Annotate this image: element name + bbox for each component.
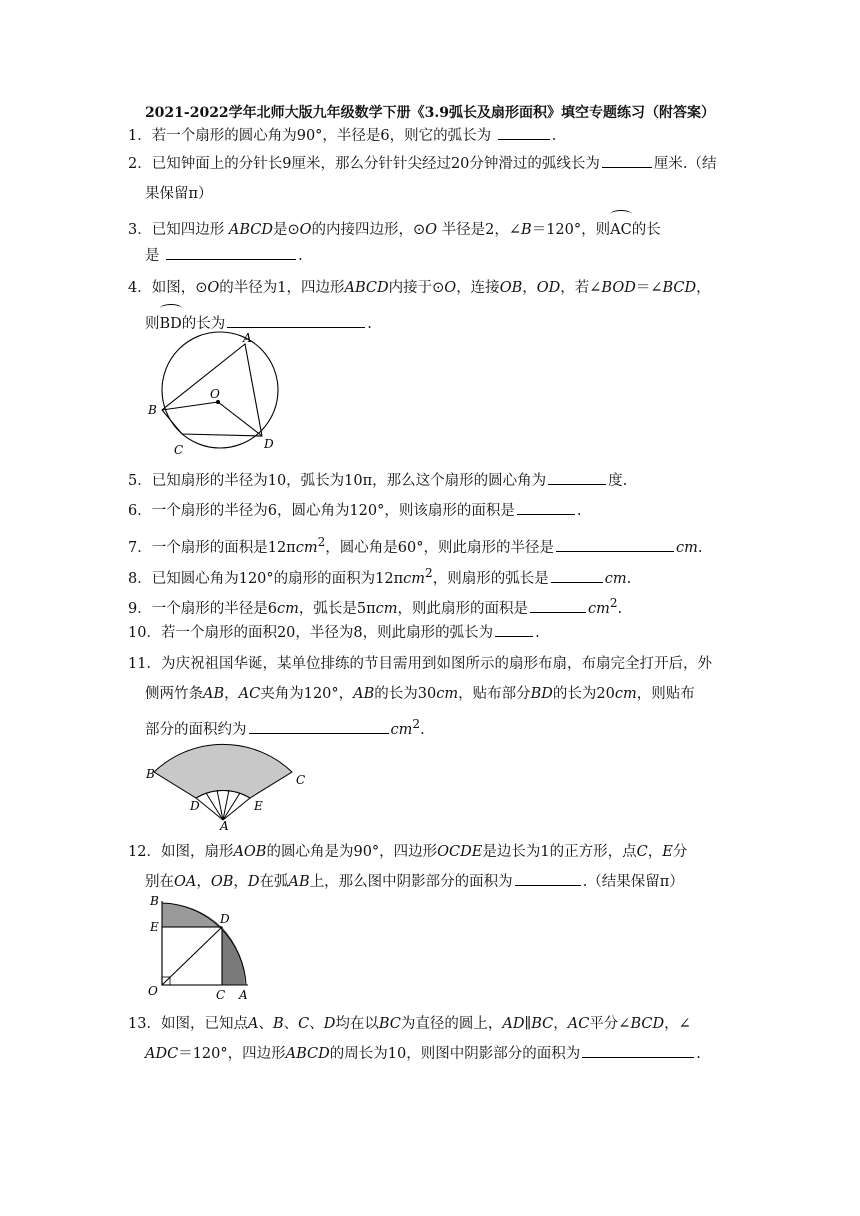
math-var: BC bbox=[378, 1016, 401, 1032]
question-2-continued bbox=[145, 180, 753, 208]
math-var: OCDE bbox=[437, 844, 483, 860]
question-13 bbox=[128, 1010, 736, 1038]
math-var: C bbox=[636, 844, 648, 860]
question-text: 的半径为1，四边形 bbox=[219, 280, 345, 296]
shaded-region-top bbox=[162, 903, 222, 927]
question-text: ， bbox=[224, 686, 239, 702]
label-d: D bbox=[220, 912, 230, 926]
question-text: 是边长为1的正方形，点 bbox=[482, 844, 637, 860]
question-text: 、 bbox=[309, 1016, 324, 1032]
question-text: 一个扇形的半径是6 bbox=[151, 600, 277, 617]
question-text: 的内接四边形， bbox=[311, 222, 414, 238]
superscript: 2 bbox=[317, 535, 326, 549]
question-number: 1． bbox=[128, 128, 152, 144]
question-text: ， bbox=[553, 1016, 568, 1032]
unit: cm bbox=[295, 539, 318, 556]
question-text: 夹角为120°， bbox=[260, 686, 354, 702]
question-text: ＝120°，则 bbox=[531, 222, 611, 238]
answer-blank[interactable] bbox=[498, 124, 550, 140]
label-e: E bbox=[150, 920, 159, 934]
question-text: ，贴布部分 bbox=[458, 686, 531, 702]
answer-blank[interactable] bbox=[517, 499, 575, 515]
circle-dot-symbol: ⊙ bbox=[287, 222, 300, 238]
question-3 bbox=[128, 212, 736, 244]
question-text: . bbox=[535, 625, 540, 641]
document-title: 2021-2022学年北师大版九年级数学下册《3.9弧长及扇形面积》填空专题练习（附答案） bbox=[144, 105, 716, 121]
answer-blank[interactable] bbox=[556, 536, 674, 552]
math-var: BC bbox=[531, 1016, 554, 1032]
question-3-continued bbox=[145, 242, 753, 270]
arc-label: AC bbox=[610, 212, 632, 244]
question-text: 在弧 bbox=[259, 874, 289, 890]
math-var: ADC bbox=[145, 1046, 179, 1062]
label-o: O bbox=[148, 984, 158, 998]
unit: cm bbox=[436, 686, 459, 702]
answer-blank[interactable] bbox=[495, 621, 533, 637]
question-text: . bbox=[367, 316, 372, 332]
question-text: 别在 bbox=[145, 874, 174, 890]
superscript: 2 bbox=[412, 717, 421, 731]
question-text: 半径是2，∠ bbox=[441, 222, 522, 238]
question-4 bbox=[128, 274, 736, 302]
answer-blank[interactable] bbox=[515, 870, 581, 886]
question-text: ， bbox=[522, 280, 537, 296]
question-5 bbox=[128, 467, 736, 495]
math-var: AC bbox=[238, 686, 261, 702]
figure-fan bbox=[142, 738, 312, 830]
question-text: ， bbox=[647, 844, 663, 860]
question-text: 厘米.（结 bbox=[653, 156, 717, 172]
question-text: ，圆心角是60°，则此扇形的半径是 bbox=[325, 539, 554, 556]
answer-blank[interactable] bbox=[548, 469, 606, 485]
question-8 bbox=[128, 559, 736, 593]
question-text: . bbox=[697, 539, 703, 556]
question-number: 2． bbox=[128, 156, 152, 172]
question-number: 5． bbox=[128, 473, 152, 489]
question-12 bbox=[128, 838, 736, 866]
question-text: ∥ bbox=[524, 1016, 532, 1032]
question-text: 如图， bbox=[151, 280, 196, 296]
math-var: D bbox=[323, 1016, 336, 1032]
question-number: 12． bbox=[128, 844, 161, 860]
math-var: AOB bbox=[233, 844, 267, 860]
question-13-continued bbox=[145, 1040, 753, 1068]
question-text: . bbox=[551, 128, 557, 144]
question-text: 是 bbox=[145, 248, 160, 264]
question-text: . bbox=[696, 1046, 701, 1062]
question-text: 部分的面积约为 bbox=[145, 721, 247, 738]
math-var: O bbox=[425, 222, 438, 238]
math-var: B bbox=[521, 222, 532, 238]
math-var: AB bbox=[353, 686, 375, 702]
question-number: 9． bbox=[128, 600, 152, 617]
question-7 bbox=[128, 528, 736, 562]
math-var: O bbox=[207, 280, 220, 296]
math-var: C bbox=[298, 1016, 310, 1032]
question-10 bbox=[128, 619, 736, 647]
unit: cm bbox=[604, 570, 627, 587]
question-text: 若一个扇形的圆心角为90°，半径是6，则它的弧长为 bbox=[151, 128, 492, 144]
question-12-continued bbox=[145, 868, 753, 896]
question-number: 7． bbox=[128, 539, 152, 556]
question-2 bbox=[128, 150, 736, 178]
shaded-region-right bbox=[222, 927, 245, 985]
question-text: 、 bbox=[283, 1016, 299, 1032]
question-text: . bbox=[617, 600, 623, 617]
answer-blank[interactable] bbox=[551, 567, 603, 583]
math-var: AC bbox=[567, 1016, 590, 1032]
question-text: ，∠ bbox=[664, 1016, 691, 1032]
question-text: ＝∠ bbox=[635, 280, 663, 296]
unit: cm bbox=[390, 721, 413, 738]
label-a: A bbox=[239, 988, 248, 1002]
math-var: OB bbox=[210, 874, 234, 890]
circle-dot-symbol: ⊙ bbox=[432, 280, 445, 296]
label-b: B bbox=[150, 894, 159, 908]
question-text: ， bbox=[233, 874, 248, 890]
math-var: ABCD bbox=[285, 1046, 330, 1062]
question-text: 平分∠ bbox=[589, 1016, 631, 1032]
label-d: D bbox=[190, 799, 200, 813]
question-text: 侧两竹条 bbox=[145, 686, 203, 702]
question-text: ，则贴布 bbox=[636, 686, 695, 702]
figure-sector-square bbox=[144, 893, 254, 1003]
question-text: 如图，扇形 bbox=[160, 844, 234, 860]
question-6 bbox=[128, 497, 736, 525]
math-var: D bbox=[247, 874, 260, 890]
answer-blank[interactable] bbox=[530, 597, 586, 613]
math-var: BCD bbox=[662, 280, 697, 296]
math-var: AB bbox=[288, 874, 310, 890]
question-number: 4． bbox=[128, 280, 152, 296]
question-text: 的长为 bbox=[181, 316, 226, 332]
question-11 bbox=[128, 650, 736, 678]
answer-blank[interactable] bbox=[602, 152, 652, 168]
question-text: 的周长为10，则图中阴影部分的面积为 bbox=[329, 1046, 581, 1062]
question-text: 一个扇形的半径为6，圆心角为120°，则该扇形的面积是 bbox=[151, 503, 515, 519]
label-a: A bbox=[220, 819, 229, 830]
question-text: 已知四边形 bbox=[151, 222, 225, 238]
question-text: 若一个扇形的面积20，半径为8，则此扇形的弧长为 bbox=[160, 625, 494, 641]
segment-od bbox=[218, 402, 262, 436]
math-var: BCD bbox=[630, 1016, 665, 1032]
question-text: 的长为30 bbox=[374, 686, 437, 702]
circle-dot-symbol: ⊙ bbox=[195, 280, 208, 296]
question-number: 8． bbox=[128, 570, 152, 587]
question-text: 分 bbox=[672, 844, 688, 860]
figure-circle-quadrilateral bbox=[140, 330, 290, 460]
unit: cm bbox=[403, 570, 426, 587]
math-var: O bbox=[299, 222, 312, 238]
question-text: 一个扇形的面积是12π bbox=[151, 539, 296, 556]
label-b: B bbox=[148, 403, 157, 417]
question-text: ，若∠ bbox=[560, 280, 602, 296]
question-number: 10． bbox=[128, 625, 161, 641]
math-var: AD bbox=[502, 1016, 525, 1032]
question-text: 的长为20 bbox=[552, 686, 615, 702]
question-text: 为庆祝祖国华诞，某单位排练的节目需用到如图所示的扇形布扇，布扇完全打开后，外 bbox=[160, 656, 712, 672]
label-c: C bbox=[296, 773, 306, 787]
answer-blank[interactable] bbox=[227, 312, 365, 328]
question-number: 11． bbox=[128, 656, 161, 672]
math-var: OD bbox=[536, 280, 561, 296]
math-var: OA bbox=[174, 874, 197, 890]
math-var: ABCD bbox=[228, 222, 273, 238]
question-text: . bbox=[576, 503, 582, 519]
question-text: 为直径的圆上， bbox=[400, 1016, 503, 1032]
question-text: ，连接 bbox=[456, 280, 500, 296]
question-text: ＝120°，四边形 bbox=[178, 1046, 286, 1062]
question-text: ， bbox=[196, 874, 211, 890]
question-11-line-2 bbox=[145, 680, 753, 708]
segment-od bbox=[162, 927, 222, 985]
question-text: ， bbox=[696, 280, 711, 296]
math-var: BD bbox=[530, 686, 553, 702]
question-text: . bbox=[420, 721, 425, 738]
math-var: O bbox=[444, 280, 457, 296]
math-var: B bbox=[272, 1016, 284, 1032]
question-text: 的长 bbox=[631, 222, 661, 238]
question-text: ，则扇形的弧长是 bbox=[432, 570, 549, 587]
question-text: 果保留π） bbox=[145, 186, 213, 202]
superscript: 2 bbox=[425, 566, 433, 580]
label-c: C bbox=[174, 443, 184, 457]
label-e: E bbox=[254, 799, 263, 813]
question-text: 、 bbox=[258, 1016, 273, 1032]
label-b: B bbox=[146, 767, 155, 781]
arc-label: BD bbox=[160, 306, 182, 338]
question-text: 度. bbox=[608, 473, 628, 489]
question-text: .（结果保留π） bbox=[582, 874, 684, 890]
question-text: 已知圆心角为120°的扇形的面积为12π bbox=[151, 570, 404, 587]
unit: cm bbox=[375, 600, 398, 617]
label-o: O bbox=[210, 387, 220, 401]
unit: cm bbox=[587, 600, 610, 617]
unit: cm bbox=[276, 600, 299, 617]
math-var: E bbox=[662, 844, 673, 860]
question-text: ，则此扇形的面积是 bbox=[397, 600, 528, 617]
math-var: A bbox=[247, 1016, 259, 1032]
answer-blank[interactable] bbox=[166, 244, 296, 260]
answer-blank[interactable] bbox=[582, 1042, 694, 1058]
question-text: 已知钟面上的分针长9厘米，那么分针针尖经过20分钟滑过的弧线长为 bbox=[151, 156, 600, 172]
unit: cm bbox=[675, 539, 698, 556]
question-1 bbox=[128, 122, 736, 150]
question-text: 上，那么图中阴影部分的面积为 bbox=[309, 874, 513, 890]
question-text: 如图，已知点 bbox=[160, 1016, 248, 1032]
superscript: 2 bbox=[609, 596, 618, 610]
question-text: 均在以 bbox=[335, 1016, 379, 1032]
label-a: A bbox=[243, 331, 252, 345]
question-number: 13． bbox=[128, 1016, 161, 1032]
question-text: 已知扇形的半径为10，弧长为10π，那么这个扇形的圆心角为 bbox=[151, 473, 547, 489]
question-text: . bbox=[298, 248, 303, 264]
question-text: . bbox=[626, 570, 632, 587]
question-text: 的圆心角是为90°，四边形 bbox=[266, 844, 438, 860]
question-text: 是 bbox=[272, 222, 288, 238]
math-var: BOD bbox=[601, 280, 636, 296]
question-number: 6． bbox=[128, 503, 152, 519]
question-text: 内接于 bbox=[388, 280, 433, 296]
circle-dot-symbol: ⊙ bbox=[413, 222, 426, 238]
math-var: AB bbox=[203, 686, 225, 702]
unit: cm bbox=[614, 686, 637, 702]
math-var: ABCD bbox=[344, 280, 389, 296]
question-text: ，弧长是5π bbox=[298, 600, 376, 617]
question-9 bbox=[128, 589, 736, 623]
math-var: OB bbox=[499, 280, 523, 296]
question-number: 3． bbox=[128, 222, 152, 238]
answer-blank[interactable] bbox=[249, 718, 389, 734]
question-text: 则 bbox=[145, 316, 160, 332]
label-c: C bbox=[216, 988, 226, 1002]
label-d: D bbox=[264, 437, 274, 451]
